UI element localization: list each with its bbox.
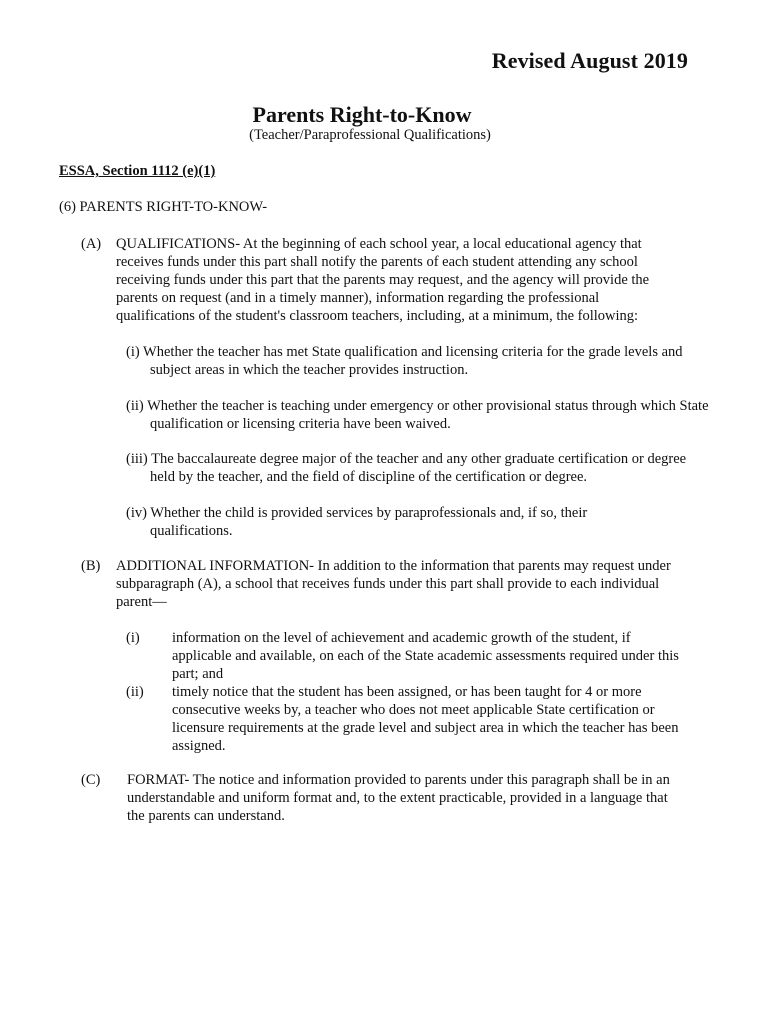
part-a-item-iii: (iii) The baccalaureate degree major of the teacher and any other graduate certification or degree held by the teacher, and the field of discipline of the certification or degree.	[126, 451, 687, 485]
part-c-text: FORMAT- The notice and information provided to parents under this paragraph shall be in an understandable and uniform format and, to the extent practicable, provided in a language that the parents can understand.	[127, 772, 670, 824]
part-b-item-i-marker: (i)	[126, 630, 140, 646]
page-title: Parents Right-to-Know	[252, 102, 472, 127]
part-a-item-iv: (iv) Whether the child is provided services by paraprofessionals and, if so, their qualifications.	[126, 505, 588, 539]
essa-citation: ESSA, Section 1112 (e)(1)	[59, 163, 216, 179]
part-b-text: ADDITIONAL INFORMATION- In addition to the information that parents may request under subparagraph (A), a school that receives funds under this part shall provide to each individual parent—	[116, 558, 671, 610]
part-a-item-ii: (ii) Whether the teacher is teaching under emergency or other provisional status through which State qualification or licensing criteria have been waived.	[126, 398, 709, 432]
part-a-item-i: (i) Whether the teacher has met State qualification and licensing criteria for the grade levels and subject areas in which the teacher provides instruction.	[126, 344, 683, 378]
page-subtitle: (Teacher/Paraprofessional Qualifications)	[249, 127, 491, 143]
part-b-item-ii-marker: (ii)	[126, 684, 144, 700]
part-b-item-ii-text: timely notice that the student has been assigned, or has been taught for 4 or more consecutive weeks by, a teacher who does not meet applicable State certification or licensure requirements at the grade level and subject area in which the teacher has been assigned.	[172, 684, 679, 754]
part-a-text: QUALIFICATIONS- At the beginning of each school year, a local educational agency that receives funds under this part shall notify the parents of each student attending any school receiving funds under this part that the parents may request, and the agency will provide the parents on request (and in a timely manner), information regarding the professional qualifications of the student's classroom teachers, including, at a minimum, the following:	[116, 236, 650, 324]
section-heading: (6) PARENTS RIGHT-TO-KNOW-	[59, 199, 268, 215]
part-b-marker: (B)	[81, 558, 101, 574]
revised-date: Revised August 2019	[491, 48, 688, 73]
part-c-marker: (C)	[81, 772, 101, 788]
part-a-marker: (A)	[81, 236, 102, 252]
part-b-item-i-text: information on the level of achievement and academic growth of the student, if applicable and available, on each of the State academic assessments required under this part; and	[172, 630, 679, 682]
